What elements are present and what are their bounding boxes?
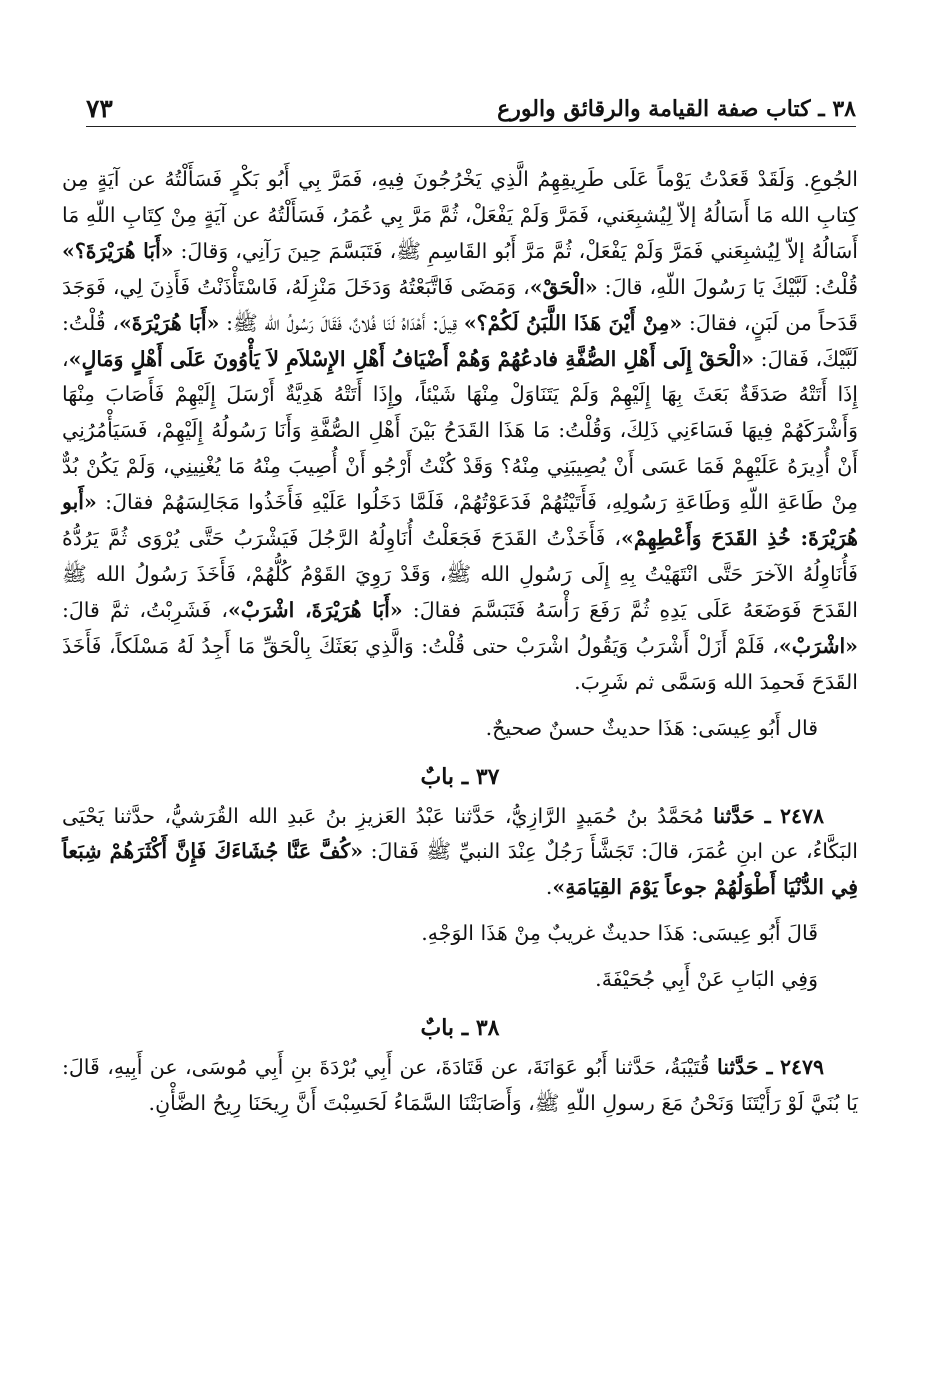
page-number: ٧٣ (86, 94, 113, 123)
text-segment: الجُوعِ. وَلَقَدْ قَعَدْتُ يَوْماً عَلَى طَرِيقِهِمُ الَّذِي يَخْرُجُونَ فِيهِ، فَمَرَّ بِي أَبُو بَكْرٍ فَسَأَلْتُهُ عن آيَةٍ مِن كِتابِ الله مَا أَسَالُهُ إلاّ لِيُشبِعَني، فَمَرَّ وَلَمْ يَفْعَلْ، ثُمَّ مَرَّ بِي عُمَرُ، فَسَأَلْتُهُ عن آيَةٍ مِنْ كِتَابِ اللّهِ مَا أَسَالُهُ إلاّ لِيُشبِعَني فَمَرَّ وَلَمْ يَفْعَلْ، ثُمَّ مَرَّ أَبُو القَاسِمِ ﷺ، فَتَبَسَّمَ حِينَ رَآنِي، وَقالَ: (62, 167, 858, 263)
text-segment: ، إِذَا أَتَتْهُ صَدَقَةٌ بَعَثَ بِهَا إِلَيْهِمْ وَلَمْ يَتَنَاوَلْ مِنْهَا شَيْئاً، وإِذَا أَتَتْهُ هَدِيَّةٌ أَرْسَلَ إِلَيْهِمْ فَأَصَابَ مِنْهَا وَأَشْرَكَهُمْ فِيهَا فَسَاءَنِي ذَلِكَ، وَقُلْتُ: مَا هَذَا القَدَحُ بَيْنَ أَهْلِ الصُّفَّةِ وَأَنَا رَسُولُهُ إِلَيْهِمْ، فَسَيَأْمُرُنِي أَنْ أُدِيرَهُ عَلَيْهِمْ فَمَا عَسَى أَنْ يُصِيبَنِي مِنْهُ؟ وَقَدْ كُنْتُ أَرْجُو أَنْ أُصِيبَ مِنْهُ مَا يُغْنِينِي، وَلَمْ يَكُنْ بُدٌّ مِنْ طَاعَةِ اللّهِ وَطَاعَةِ رَسُولِهِ، فَأَتَيْتُهُمْ فَدَعَوْتُهُمْ، فَلَمَّا دَخَلُوا عَلَيْهِ فَأَخَذُوا مَجَالِسَهُمْ فقالَ: (62, 346, 858, 515)
grading-note: قَالَ أَبُو عِيسَى: هَذَا حديثٌ غريبٌ مِنْ هَذَا الوَجْهِ. (421, 921, 818, 946)
hadith-number: ٢٤٧٩ (779, 1055, 825, 1080)
prophet-quote: «الْحَقْ إِلَى أَهْلِ الصُّفَّةِ فادعُهُمْ وَهُمْ أَضْيَافُ أَهْلِ الإِسْلاَمِ لاَ يَأْوُونَ عَلَى أَهْلٍ وَمَالٍ» (68, 346, 755, 371)
prophet-quote: «أَبو هُرَيْرَةَ: خُذِ القَدَحَ وَأَعْطِهِمْ» (62, 490, 858, 551)
hadith-text-end: . (545, 875, 553, 900)
prophet-quote: «أَبَا هُرَيْرَةَ، اشْرَبْ» (227, 597, 403, 622)
prophet-quote: «الْحَقْ» (529, 274, 598, 299)
prophet-quote: «اشْرَبْ» (778, 633, 858, 658)
hadith-2479 (62, 1050, 858, 1122)
text-segment: قِيلَ: أَهْدَاهُ لَنَا فُلانٌ، فَقَالَ رَسُولُ الله ﷺ: (219, 310, 464, 335)
page-body (62, 162, 858, 1122)
page-header (86, 90, 856, 127)
chapter-note: وَفِي البَابِ عَنْ أَبِي جُحَيْفَةَ. (595, 967, 818, 992)
hadith-lead: ـ حَدَّثنا (713, 803, 771, 828)
hadith-text: مُحَمَّدُ بنُ حُمَيدٍ الرَّازِيُّ، حَدَّثنا عَبْدُ العَزيزِ بنُ عَبدِ الله القُرَشيُّ، حدَّثنا يَحْيَى البَكَّاءُ، عن ابنِ عُمَرَ، قالَ: تَجَشَّأَ رَجُلٌ عِنْدَ النبيِّ ﷺ فَقالَ: (62, 803, 858, 864)
section-heading-38: ٣٨ ـ بابٌ (420, 1015, 500, 1042)
text-segment: ، قُلْتُ: لَبَّيْكَ، فَقالَ: (62, 310, 858, 371)
text-segment: ، فَلَمْ أَزَلْ أَشْرَبُ وَيَقُولُ اشْرَبْ حتى قُلْتُ: وَالَّذِي بَعَثَكَ بِالْحَقِّ مَا أَجِدُ لَهُ مَسْلَكاً، فَأَخَذَ القَدَحَ فَحمِدَ الله وَسَمَّى ثم شَرِبَ. (62, 633, 858, 694)
prophet-quote: «أَبَا هُرَيْرَةَ» (118, 310, 220, 335)
hadith-2478 (62, 799, 858, 907)
prophet-quote: «مِنْ أَيْنَ هَذَا اللَّبَنُ لَكُمْ؟» (463, 310, 683, 335)
hadith-lead: ـ حَدَّثنا (716, 1055, 773, 1080)
grading-note: قال أَبُو عِيسَى: هَذَا حديثٌ حسنٌ صحيحٌ. (485, 715, 818, 740)
section-heading-37: ٣٧ ـ بابٌ (420, 763, 500, 790)
text-segment: ، فَشَرِبْتُ، ثمَّ قالَ: (62, 597, 228, 622)
text-segment: ، فَأَخَذْتُ القَدَحَ فَجَعَلْتُ أُنَاوِلُهُ الرَّجُلَ فَيَشْرَبُ حَتَّى يُرْوَى ثُمَّ يَرُدُّهُ فَأُنَاوِلُهُ الآخرَ حَتَّى انْتَهَيْتُ بِهِ إِلَى رَسُولِ الله ﷺ، وَقَدْ رَوِيَ القَوْمُ كُلُّهُمْ، فَأَخَذَ رَسُولُ الله ﷺ القَدَحَ فَوَضَعَهُ عَلَى يَدِهِ ثُمَّ رَفَعَ رَأْسَهُ فَتَبَسَّمَ فقالَ: (62, 526, 858, 622)
hadith-text: قُتَيْبَةُ، حَدَّثنا أَبُو عَوَانَةَ، عن قَتَادَةَ، عن أَبِي بُرْدَةَ بنِ أَبِي مُوسَى، عن أَبِيهِ، قَالَ: يَا بُنَيَّ لَوْ رَأَيْتَنَا وَنَحْنُ مَعَ رسولِ اللّهِ ﷺ، وَأَصَابَتْنَا السَّمَاءُ لَحَسِبْتَ أَنَّ رِيحَنَا رِيحُ الضَّأْنِ. (62, 1055, 858, 1115)
text-segment: ، وَمَضَى فَاتَّبَعْتُهُ وَدَخَلَ مَنْزِلَهُ، فَاسْتَأْذَنْتُ فَأَذِنَ لِي، فَوَجَدَ قَدَحاً من لَبَنٍ، فقالَ: (62, 274, 858, 335)
text-segment: قُلْتُ: لَبَّيْكَ يَا رَسُولَ اللّهِ، قالَ: (597, 274, 858, 299)
hadith-number: ٢٤٧٨ (779, 803, 824, 828)
narrative-paragraph (62, 162, 858, 701)
prophet-quote: «أَبَا هُرَيْرَةَ؟» (62, 238, 174, 263)
prophet-quote: «كُفَّ عَنَّا جُشَاءَكَ فَإِنَّ أَكْثَرَهُمْ شِبَعاً فِي الدُّنْيَا أَطْوَلُهُمْ جوعاً يَوْمَ القِيَامَةِ» (62, 839, 858, 900)
running-title: ٣٨ ـ كتاب صفة القيامة والرقائق والورع (497, 96, 856, 122)
